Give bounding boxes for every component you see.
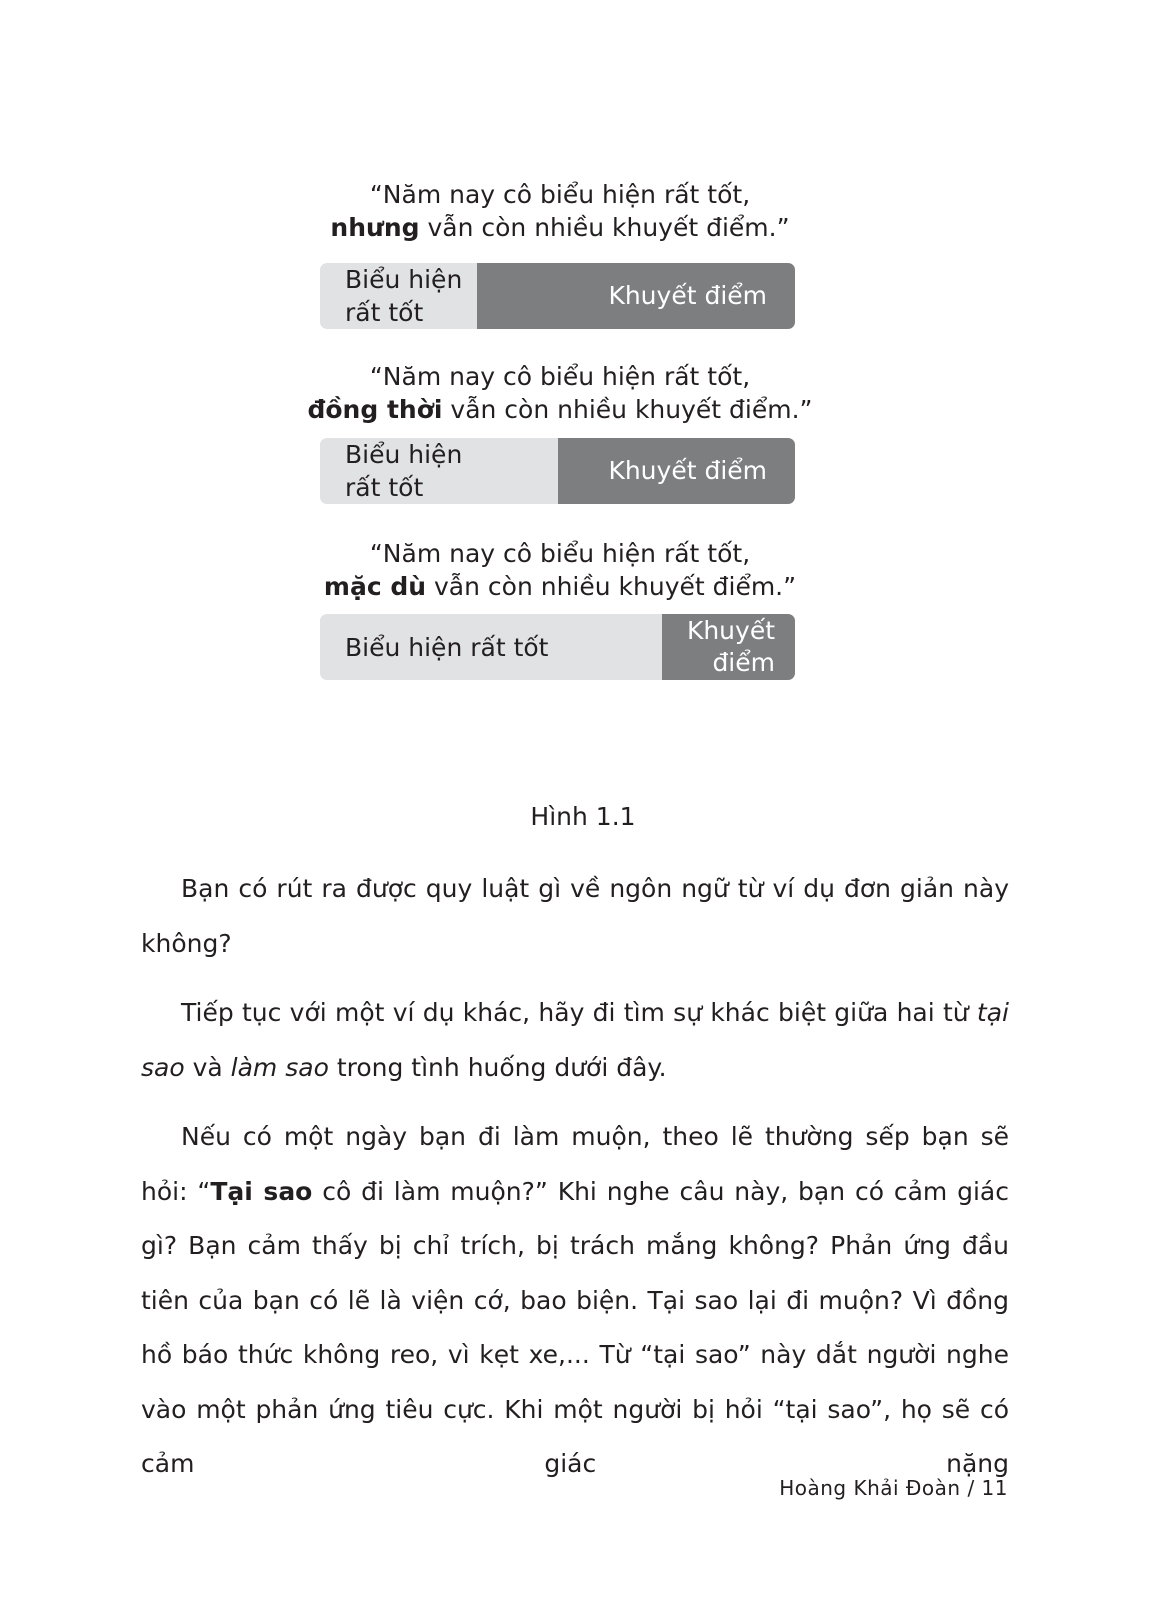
page-footer: Hoàng Khải Đoàn / 11	[779, 1476, 1008, 1500]
bar-2-positive-segment	[320, 438, 558, 504]
quote-3-bold-word: mặc dù	[323, 572, 427, 601]
bar-3-negative-segment	[662, 614, 795, 680]
bar-3-positive-label: Biểu hiện rất tốt	[345, 632, 549, 662]
quote-3-rest: vẫn còn nhiều khuyết điểm.”	[426, 572, 797, 601]
bar-3-negative-label: Khuyết điểm	[686, 616, 775, 677]
paragraph-3-text-b: cô đi làm muộn?” Khi nghe câu này, bạn có cảm giác gì? Bạn cảm thấy bị chỉ trích, bị trách mắng không? Phản ứng đầu tiên của bạn có lẽ là viện cớ, bao biện. Tại sao lại đi muộn? Vì đồng hồ báo thức không reo, vì kẹt xe,... Từ “tại sao” này dắt người nghe vào một phản ứng tiêu cực. Khi một người bị hỏi “tại sao”, họ sẽ có cảm giác nặng	[141, 1176, 1009, 1478]
bar-3	[320, 614, 795, 680]
bar-1-negative-label: Khuyết điểm	[608, 281, 767, 310]
body-text	[141, 862, 1009, 1507]
paragraph-2-text-c: trong tình huống dưới đây.	[328, 1052, 667, 1082]
quote-2-line1: “Năm nay cô biểu hiện rất tốt,	[369, 362, 751, 391]
quote-2-bold-word: đồng thời	[307, 395, 443, 424]
bar-1-positive-label: Biểu hiện rất tốt	[345, 265, 463, 327]
bar-1	[320, 263, 795, 329]
paragraph-2-italic-1: tại sao	[141, 998, 1009, 1082]
paragraph-3	[141, 1110, 1009, 1492]
bar-1-negative-segment	[477, 263, 795, 329]
paragraph-2-italic-2: làm sao	[230, 1052, 329, 1082]
quote-2	[240, 360, 880, 426]
bar-2-negative-segment	[558, 438, 795, 504]
figure-caption: Hình 1.1	[530, 802, 636, 831]
quote-3-line1: “Năm nay cô biểu hiện rất tốt,	[369, 539, 751, 568]
quote-1-line2	[240, 211, 880, 244]
bar-2-positive-label: Biểu hiện rất tốt	[345, 440, 463, 502]
quote-1-line1: “Năm nay cô biểu hiện rất tốt,	[369, 180, 751, 209]
quote-1-bold-word: nhưng	[330, 213, 420, 242]
paragraph-2-text-a: Tiếp tục với một ví dụ khác, hãy đi tìm sự khác biệt giữa hai từ	[181, 998, 977, 1027]
quote-2-line2	[240, 393, 880, 426]
bar-3-positive-segment	[320, 614, 662, 680]
bar-1-positive-segment	[320, 263, 477, 329]
paragraph-2	[141, 986, 1009, 1095]
paragraph-2-text-b: và	[184, 1052, 231, 1082]
paragraph-3-bold: Tại sao	[210, 1176, 313, 1206]
quote-2-rest: vẫn còn nhiều khuyết điểm.”	[442, 395, 813, 424]
paragraph-1: Bạn có rút ra được quy luật gì về ngôn ngữ từ ví dụ đơn giản này không?	[141, 874, 1009, 958]
bar-2-negative-label: Khuyết điểm	[608, 456, 767, 485]
quote-1	[240, 178, 880, 244]
paragraph-3-text-a: Nếu có một ngày bạn đi làm muộn, theo lẽ thường sếp bạn sẽ hỏi: “	[141, 1122, 1009, 1206]
quote-3-line2	[240, 570, 880, 603]
quote-1-rest: vẫn còn nhiều khuyết điểm.”	[419, 213, 790, 242]
bar-2	[320, 438, 795, 504]
quote-3	[240, 537, 880, 603]
